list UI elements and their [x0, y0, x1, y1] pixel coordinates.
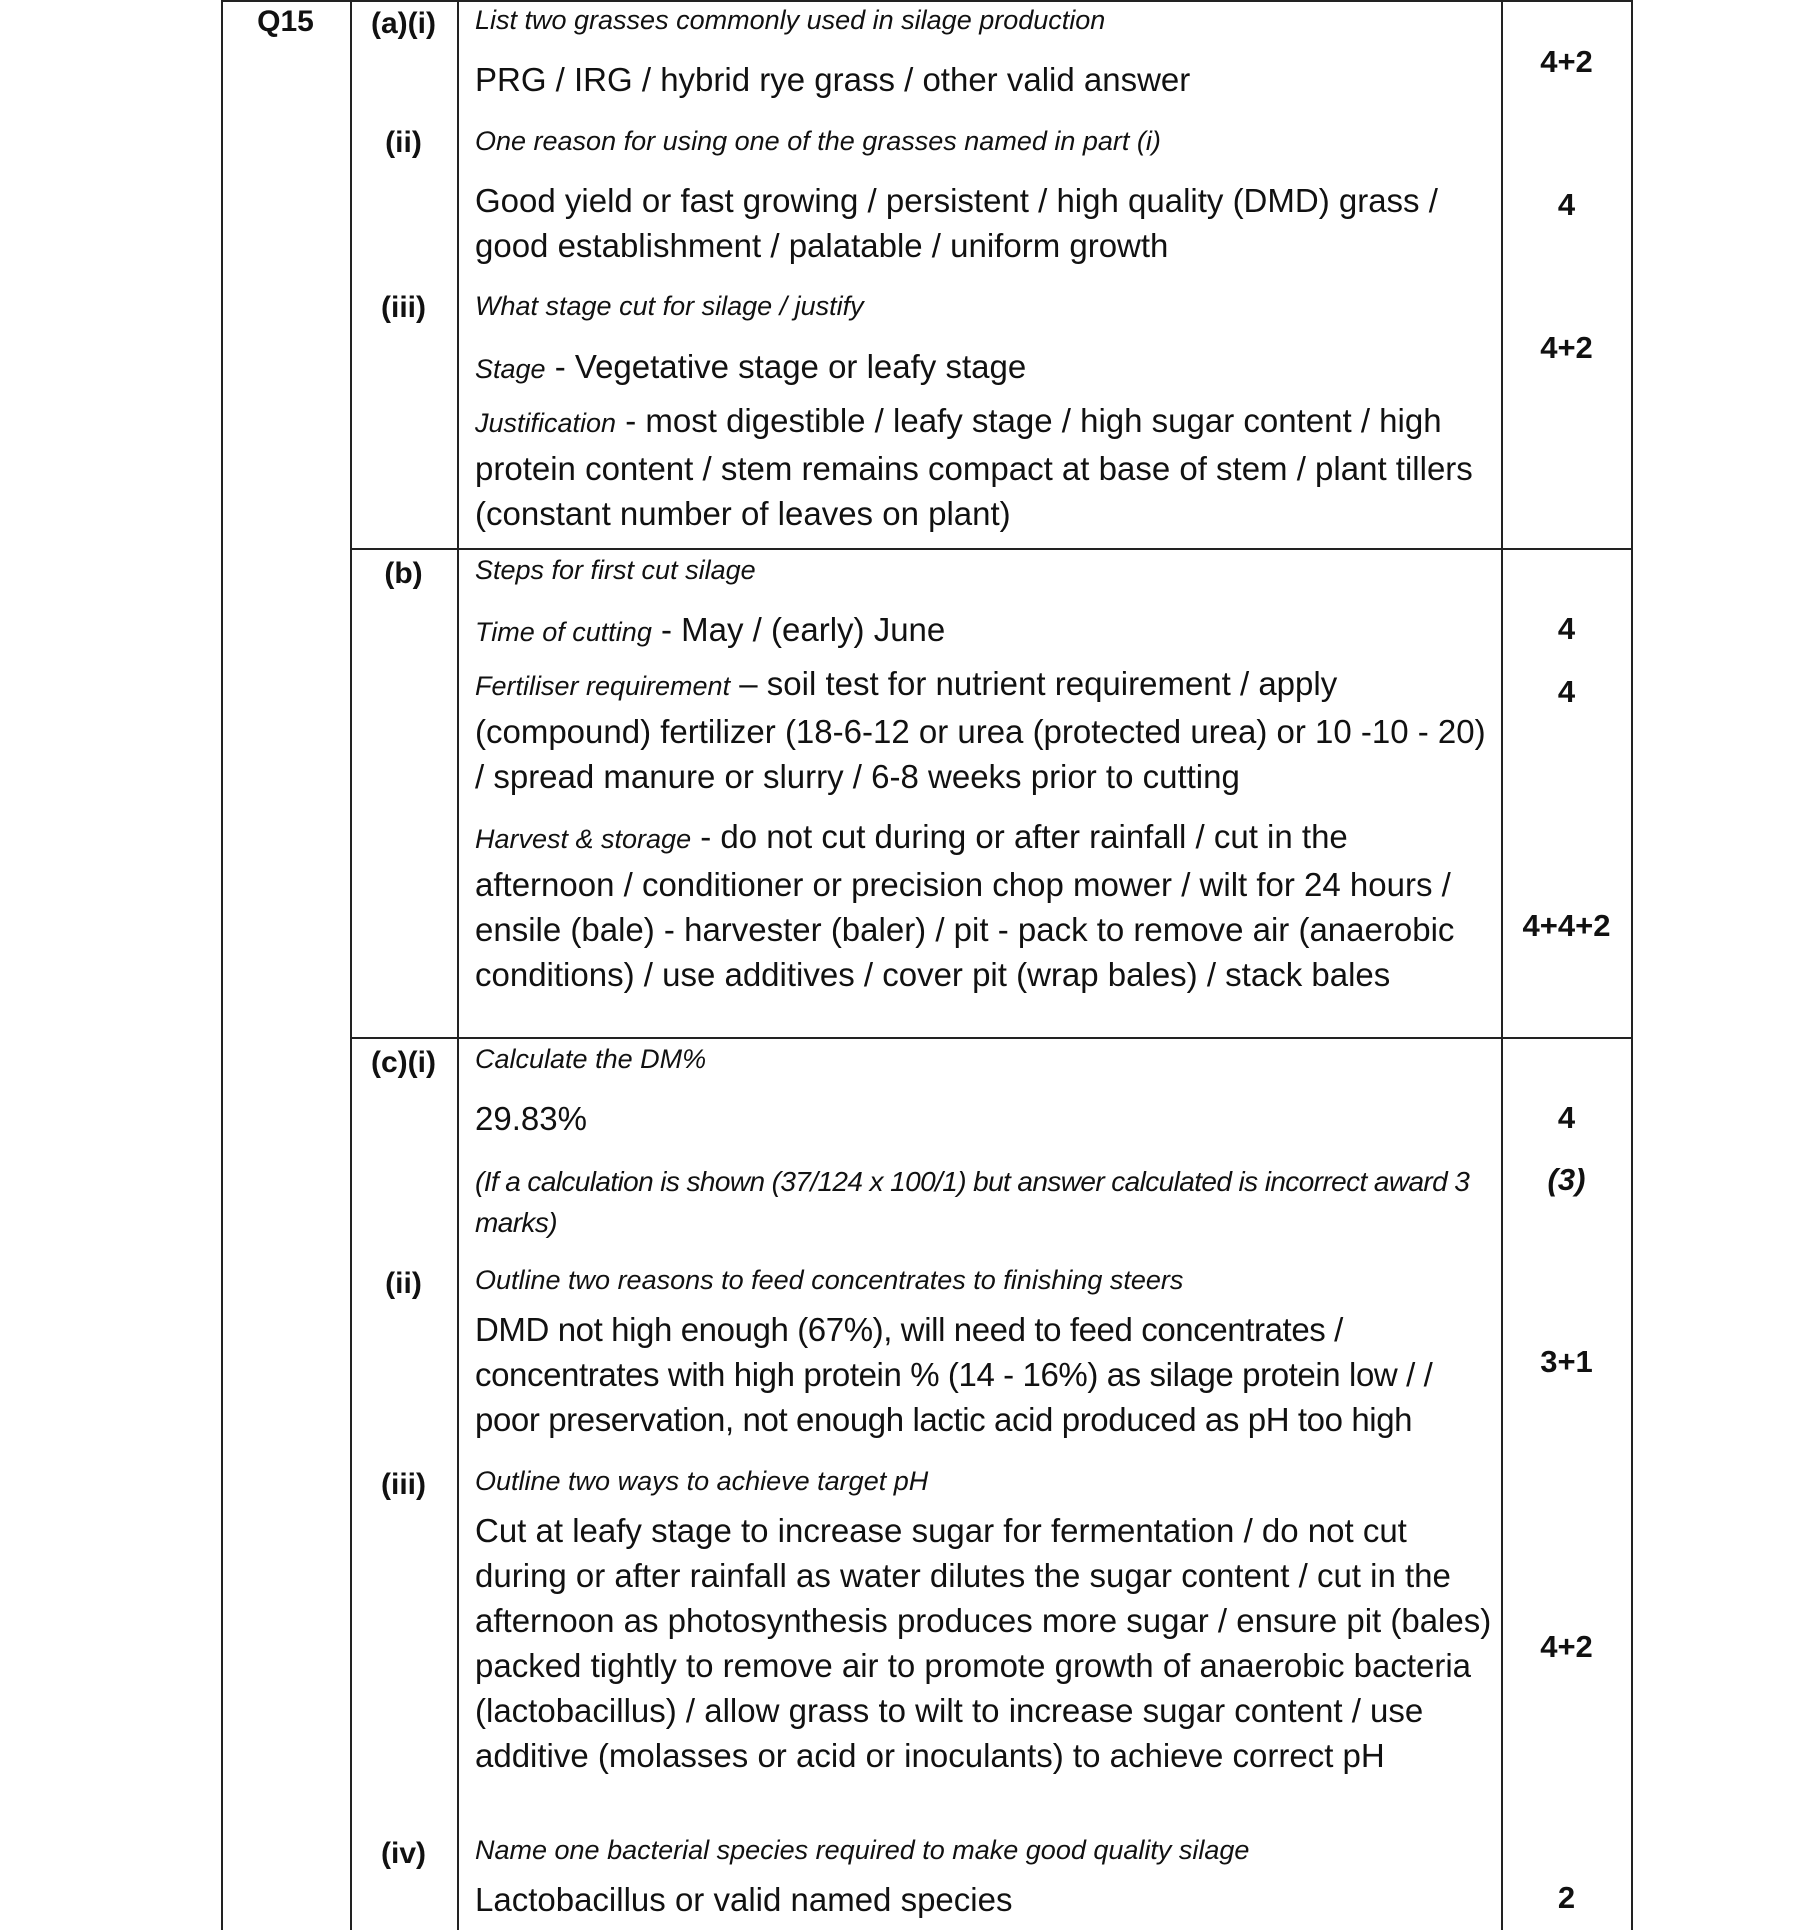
harvest-text: - do not cut during or after rainfall / cut in the afternoon / conditioner or precision chop mower / wilt for 24 hours / ensile (bale) - harvester (baler) / pit - pack to remove air (anaerobic conditions) / use additives / cover pit (wrap bales) / stack bales [475, 818, 1455, 993]
answer-b-harvest [475, 814, 1495, 997]
marks-c-i: 4 [1557, 1100, 1576, 1135]
part-label-b: (b) [384, 557, 423, 590]
part-label-c-i: (c)(i) [371, 1046, 436, 1079]
row-divider-a-b [350, 548, 1633, 550]
answer-a-iii-justification [475, 398, 1495, 536]
question-number: Q15 [257, 5, 314, 38]
prompt-c-i: Calculate the DM% [475, 1044, 707, 1074]
answer-c-iii: Cut at leafy stage to increase sugar for fermentation / do not cut during or after rainfall as water dilutes the sugar content / cut in the afternoon as photosynthesis produces more sugar / ensure pit (bales) packed tightly to remove air to promote growth of anaerobic bacteria (lactobacillus) / allow grass to wilt to increase sugar content / use additive (molasses or acid or inoculants) to achieve correct pH [475, 1512, 1492, 1774]
time-label: Time of cutting [475, 617, 652, 647]
justification-text: - most digestible / leafy stage / high sugar content / high protein content / stem remains compact at base of stem / plant tillers (constant number of leaves on plant) [475, 402, 1473, 532]
marks-c-ii: 3+1 [1540, 1344, 1593, 1379]
table-border-right [1631, 0, 1633, 1930]
answer-a-ii: Good yield or fast growing / persistent / high quality (DMD) grass / good establishment / palatable / uniform growth [475, 182, 1438, 264]
fertiliser-text: – soil test for nutrient requirement / apply (compound) fertilizer (18-6-12 or urea (protected urea) or 10 -10 - 20) / spread manure or slurry / 6-8 weeks prior to cutting [475, 665, 1486, 795]
marks-c-i-partial: (3) [1547, 1162, 1586, 1197]
justification-label: Justification [475, 408, 617, 438]
fertiliser-label: Fertiliser requirement [475, 671, 731, 701]
part-label-c-ii: (ii) [385, 1267, 422, 1300]
part-label-a-iii: (iii) [381, 291, 426, 324]
part-label-c-iii: (iii) [381, 1468, 426, 1501]
answer-a-iii-stage [475, 344, 1495, 392]
prompt-c-iii: Outline two ways to achieve target pH [475, 1466, 929, 1496]
marks-b-harvest: 4+4+2 [1522, 908, 1611, 943]
time-text: - May / (early) June [651, 611, 946, 648]
prompt-c-ii: Outline two reasons to feed concentrates to finishing steers [475, 1265, 1184, 1295]
prompt-a-iii: What stage cut for silage / justify [475, 291, 864, 321]
answer-b-time [475, 607, 1495, 655]
marks-a-iii: 4+2 [1540, 330, 1593, 365]
prompt-a-ii: One reason for using one of the grasses named in part (i) [475, 126, 1161, 156]
column-divider-2 [457, 0, 459, 1930]
stage-label: Stage [475, 354, 546, 384]
marks-a-i: 4+2 [1540, 44, 1593, 79]
answer-c-i: 29.83% [475, 1100, 587, 1137]
part-label-c-iv: (iv) [381, 1837, 426, 1870]
harvest-label: Harvest & storage [475, 824, 692, 854]
prompt-b: Steps for first cut silage [475, 555, 756, 585]
prompt-a-i: List two grasses commonly used in silage production [475, 5, 1106, 35]
note-c-i: (If a calculation is shown (37/124 x 100/1) but answer calculated is incorrect award 3 marks) [475, 1166, 1470, 1238]
row-divider-b-c [350, 1037, 1633, 1039]
part-label-a-i: (a)(i) [371, 7, 436, 40]
answer-c-iv: Lactobacillus or valid named species [475, 1881, 1013, 1918]
stage-text: - Vegetative stage or leafy stage [545, 348, 1027, 385]
marks-b-time: 4 [1557, 611, 1576, 646]
table-border-left [221, 0, 223, 1930]
answer-a-i: PRG / IRG / hybrid rye grass / other valid answer [475, 61, 1191, 98]
answer-c-ii: DMD not high enough (67%), will need to feed concentrates / concentrates with high protein % (14 - 16%) as silage protein low / / poor preservation, not enough lactic acid produced as pH too high [475, 1311, 1433, 1438]
part-label-a-ii: (ii) [385, 126, 422, 159]
marks-c-iv: 2 [1557, 1880, 1576, 1915]
marks-b-fertiliser: 4 [1557, 674, 1576, 709]
prompt-c-iv: Name one bacterial species required to make good quality silage [475, 1835, 1250, 1865]
answer-b-fertiliser [475, 661, 1495, 799]
marks-a-ii: 4 [1557, 187, 1576, 222]
marks-c-iii: 4+2 [1540, 1629, 1593, 1664]
